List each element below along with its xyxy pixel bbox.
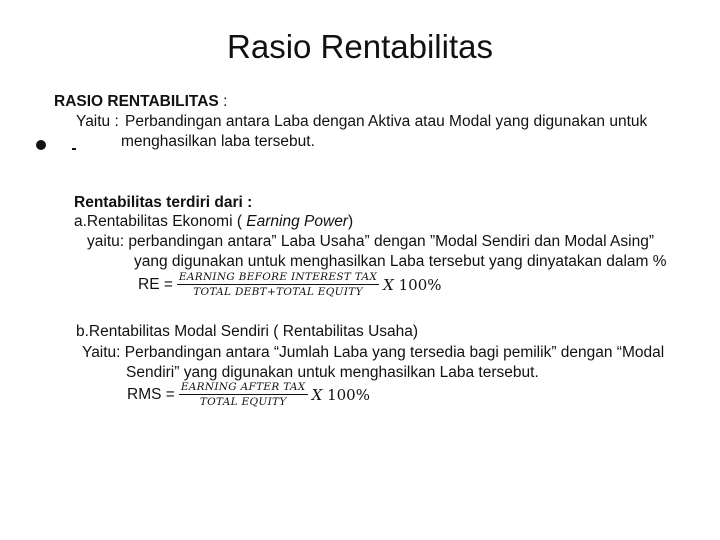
bullet-icon <box>36 140 46 150</box>
rms-denominator: TOTAL EQUITY <box>199 396 287 408</box>
re-denominator: TOTAL DEBT+TOTAL EQUITY <box>193 286 363 298</box>
ekonomi-title-italic: Earning Power <box>242 213 348 230</box>
rms-formula <box>127 381 370 408</box>
re-numerator: EARNING BEFORE INTEREST TAX <box>178 271 378 283</box>
definition-line-2: menghasilkan laba tersebut. <box>121 133 315 150</box>
re-x: X <box>383 275 394 294</box>
ekonomi-title-suffix: ) <box>347 213 354 230</box>
rms-numerator: EARNING AFTER TAX <box>180 381 306 393</box>
re-lhs: RE = <box>138 275 173 293</box>
rms-x: X <box>311 385 323 404</box>
slide-title: Rasio Rentabilitas <box>227 28 493 65</box>
modal-sendiri-line-2: Sendiri” yang digunakan untuk menghasilkan Laba tersebut. <box>126 364 539 381</box>
ekonomi-line-2: yang digunakan untuk menghasilkan Laba tersebut yang dinyatakan dalam % <box>134 253 667 270</box>
ekonomi-title <box>74 213 353 231</box>
re-fraction <box>177 271 379 298</box>
rms-fraction <box>179 381 308 408</box>
dash-mark <box>72 148 76 150</box>
definition-line-1: Perbandingan antara Laba dengan Aktiva atau Modal yang digunakan untuk <box>125 113 648 130</box>
rms-lhs: RMS = <box>127 385 175 403</box>
ekonomi-title-prefix: a.Rentabilitas Ekonomi ( <box>74 213 242 230</box>
re-multiplier <box>383 276 441 294</box>
types-heading: Rentabilitas terdiri dari : <box>74 194 253 211</box>
rms-pct: 100% <box>327 385 370 404</box>
ekonomi-line-1: yaitu: perbandingan antara” Laba Usaha” dengan ”Modal Sendiri dan Modal Asing” <box>87 233 654 250</box>
re-formula <box>138 271 442 298</box>
definition-colon: : <box>223 93 228 110</box>
definition-heading: RASIO RENTABILITAS <box>54 93 219 110</box>
re-pct: 100% <box>398 275 442 294</box>
modal-sendiri-line-1: Yaitu: Perbandingan antara “Jumlah Laba yang tersedia bagi pemilik” dengan “Modal <box>82 344 665 361</box>
modal-sendiri-title: b.Rentabilitas Modal Sendiri ( Rentabilitas Usaha) <box>76 323 419 340</box>
definition-heading-line <box>54 93 227 111</box>
definition-yaitu-label: Yaitu : <box>76 113 119 130</box>
rms-multiplier <box>312 386 370 404</box>
